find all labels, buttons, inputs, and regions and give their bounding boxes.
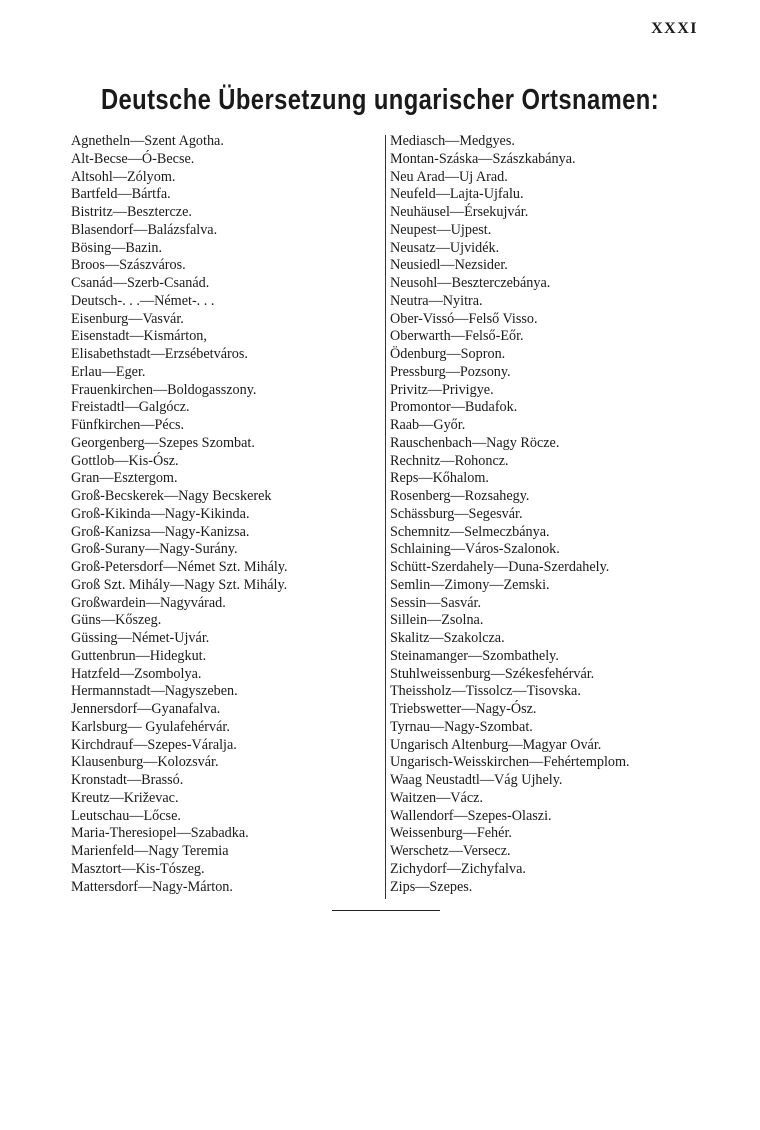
place-name-entry: Frauenkirchen—Boldogasszony. <box>71 381 257 398</box>
place-name-entry: Mediasch—Medgyes. <box>390 133 515 149</box>
place-name-entry: Waitzen—Vácz. <box>390 789 483 806</box>
place-name-entry: Ungarisch-Weisskirchen—Fehértemplom. <box>390 754 630 771</box>
place-name-entry: Fünfkirchen—Pécs. <box>71 417 185 433</box>
place-name-entry: Groß Szt. Mihály—Nagy Szt. Mihály. <box>71 576 288 593</box>
place-name-entry: Schütt-Szerdahely—Duna-Szerdahely. <box>390 559 610 575</box>
place-name-entry: Rauschenbach—Nagy Röcze. <box>390 434 560 451</box>
place-name-entry: Weissenburg—Fehér. <box>390 825 512 842</box>
page-title: Deutsche Übersetzung ungarischer Ortsnamen: <box>100 84 660 116</box>
place-name-entry: Kronstadt—Brassó. <box>71 772 184 788</box>
place-name-entry: Deutsch-. . .—Német-. . . <box>71 292 215 309</box>
place-name-entry: Hatzfeld—Zsombolya. <box>71 665 202 682</box>
place-name-entry: Wallendorf—Szepes-Olaszi. <box>390 807 552 824</box>
place-name-entry: Neusiedl—Nezsider. <box>390 257 508 274</box>
place-name-entry: Sessin—Sasvár. <box>390 594 482 611</box>
place-name-entry: Stuhlweissenburg—Székesfehérvár. <box>390 665 595 682</box>
place-name-entry: Erlau—Eger. <box>71 363 146 380</box>
place-name-entry: Bösing—Bazin. <box>71 239 163 256</box>
place-name-entry: Jennersdorf—Gyanafalva. <box>71 701 221 717</box>
place-name-entry: Groß-Becskerek—Nagy Becskerek <box>71 488 272 504</box>
place-name-entry: Neufeld—Lajta-Ujfalu. <box>390 186 524 203</box>
place-name-entry: Alt-Becse—Ó-Becse. <box>71 150 195 167</box>
place-name-entry: Montan-Száska—Szászkabánya. <box>390 150 576 167</box>
place-name-entry: Georgenberg—Szepes Szombat. <box>71 434 255 451</box>
place-name-entry: Semlin—Zimony—Zemski. <box>390 576 550 593</box>
place-name-entry: Güssing—Német-Ujvár. <box>71 630 210 646</box>
place-name-entry: Masztort—Kis-Tószeg. <box>71 860 205 877</box>
place-name-entry: Werschetz—Versecz. <box>390 843 511 859</box>
place-name-entry: Oberwarth—Felső-Eőr. <box>390 328 524 345</box>
place-name-entry: Kreutz—Križevac. <box>71 789 179 806</box>
place-name-entry: Kirchdrauf—Szepes-Váralja. <box>71 736 237 753</box>
place-name-entry: Blasendorf—Balázsfalva. <box>71 221 218 238</box>
place-name-entry: Zips—Szepes. <box>390 878 473 895</box>
right-column <box>390 133 720 896</box>
place-name-entry: Groß-Kanizsa—Nagy-Kanizsa. <box>71 523 250 540</box>
place-name-entry: Gottlob—Kis-Ósz. <box>71 452 179 469</box>
place-name-entry: Schemnitz—Selmeczbánya. <box>390 523 550 540</box>
place-name-entry: Groß-Petersdorf—Német Szt. Mihály. <box>71 559 288 575</box>
place-name-entry: Neu Arad—Uj Arad. <box>390 168 508 185</box>
place-name-entry: Waag Neustadtl—Vág Ujhely. <box>390 772 563 788</box>
place-name-entry: Zichydorf—Zichyfalva. <box>390 860 526 877</box>
place-name-entry: Großwardein—Nagyvárad. <box>71 594 226 611</box>
place-name-entry: Freistadtl—Galgócz. <box>71 399 190 416</box>
place-name-entry: Bistritz—Besztercze. <box>71 204 192 220</box>
place-name-entry: Leutschau—Lőcse. <box>71 807 181 824</box>
page-number: XXXI <box>651 20 698 37</box>
place-name-entry: Gran—Esztergom. <box>71 470 178 487</box>
place-name-entry: Rechnitz—Rohoncz. <box>390 452 509 469</box>
place-name-entry: Güns—Kőszeg. <box>71 612 162 629</box>
place-name-entry: Tyrnau—Nagy-Szombat. <box>390 718 533 735</box>
place-name-entry: Elisabethstadt—Erzsébetváros. <box>71 346 248 362</box>
place-name-entry: Karlsburg— Gyulafehérvár. <box>71 718 230 735</box>
place-name-entry: Promontor—Budafok. <box>390 399 518 416</box>
left-column <box>71 133 379 896</box>
place-name-entry: Neupest—Ujpest. <box>390 221 492 238</box>
place-name-entry: Theissholz—Tissolcz—Tisovska. <box>390 683 581 700</box>
bottom-rule <box>332 910 440 911</box>
place-name-entry: Ungarisch Altenburg—Magyar Ovár. <box>390 736 602 753</box>
place-name-entry: Ober-Vissó—Felső Visso. <box>390 310 538 327</box>
place-name-entry: Eisenstadt—Kismárton, <box>71 328 207 345</box>
place-name-entry: Triebswetter—Nagy-Ósz. <box>390 701 537 717</box>
place-name-entry: Marienfeld—Nagy Teremia <box>71 843 229 859</box>
place-name-entry: Privitz—Privigye. <box>390 381 494 398</box>
place-name-entry: Maria-Theresiopel—Szabadka. <box>71 825 249 842</box>
place-name-entry: Klausenburg—Kolozsvár. <box>71 754 219 771</box>
place-name-entry: Groß-Surany—Nagy-Surány. <box>71 541 238 558</box>
column-divider <box>385 135 386 899</box>
place-name-entry: Groß-Kikinda—Nagy-Kikinda. <box>71 505 250 522</box>
place-name-entry: Schlaining—Város-Szalonok. <box>390 541 560 558</box>
place-name-entry: Agnetheln—Szent Agotha. <box>71 133 224 149</box>
place-name-entry: Ödenburg—Sopron. <box>390 346 506 362</box>
place-name-entry: Mattersdorf—Nagy-Márton. <box>71 878 233 895</box>
place-name-entry: Steinamanger—Szombathely. <box>390 647 559 664</box>
place-name-entry: Sillein—Zsolna. <box>390 612 484 629</box>
place-name-entry: Skalitz—Szakolcza. <box>390 630 505 646</box>
place-name-entry: Neutra—Nyitra. <box>390 292 483 309</box>
place-name-entry: Hermannstadt—Nagyszeben. <box>71 683 238 700</box>
place-name-entry: Neusatz—Ujvidék. <box>390 239 500 256</box>
place-name-entry: Broos—Szászváros. <box>71 257 186 274</box>
place-name-entry: Eisenburg—Vasvár. <box>71 310 184 327</box>
place-name-entry: Csanád—Szerb-Csanád. <box>71 275 210 291</box>
place-name-entry: Schässburg—Segesvár. <box>390 505 523 522</box>
place-name-entry: Reps—Kőhalom. <box>390 470 489 487</box>
place-name-columns <box>71 133 711 903</box>
place-name-entry: Rosenberg—Rozsahegy. <box>390 488 530 504</box>
place-name-entry: Raab—Győr. <box>390 417 466 433</box>
place-name-entry: Altsohl—Zólyom. <box>71 168 176 185</box>
place-name-entry: Neuhäusel—Érsekujvár. <box>390 204 529 220</box>
place-name-entry: Guttenbrun—Hidegkut. <box>71 647 207 664</box>
place-name-entry: Neusohl—Beszterczebánya. <box>390 275 551 291</box>
place-name-entry: Pressburg—Pozsony. <box>390 363 511 380</box>
place-name-entry: Bartfeld—Bártfa. <box>71 186 171 203</box>
